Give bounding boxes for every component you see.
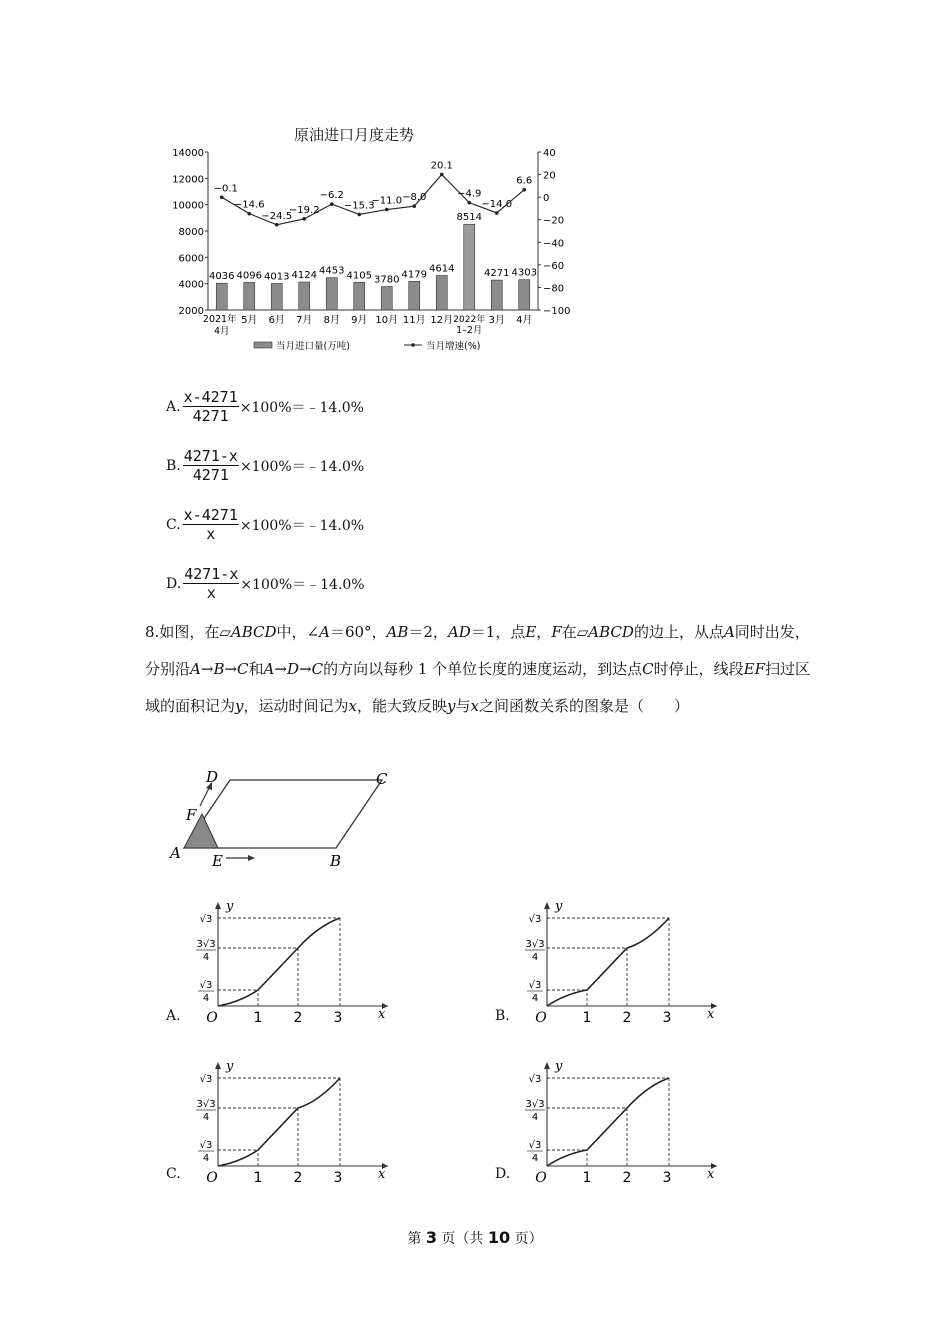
fraction — [183, 506, 239, 543]
numerator: 4271-x — [183, 447, 238, 465]
category-label: 8月 — [323, 315, 340, 326]
growth-point-2 — [275, 223, 279, 227]
text-part: y — [235, 697, 244, 715]
bar-value-label: 4303 — [511, 267, 537, 279]
function-curve — [218, 918, 340, 1006]
growth-value-label: −15.3 — [343, 200, 375, 212]
text-part: AB — [386, 623, 409, 641]
x-tick-3: 3 — [662, 1010, 672, 1024]
numerator: 4271-x — [184, 565, 239, 583]
text-part: ，能大致反映 — [356, 697, 447, 715]
y-axis-label: y — [555, 1059, 563, 1074]
bar-8 — [436, 276, 447, 310]
text-part: 同时出发，分别沿 — [145, 623, 810, 678]
af-arrow — [200, 786, 210, 806]
question-number: 8. — [145, 623, 160, 641]
x-tick-1: 1 — [253, 1010, 263, 1024]
function-curve — [218, 1078, 340, 1166]
option-label: A. — [166, 398, 181, 415]
bar-6 — [381, 287, 392, 310]
text-part: E — [525, 623, 537, 641]
text-part: A — [190, 660, 201, 678]
text-part: F — [551, 623, 562, 641]
chart-container — [160, 118, 580, 358]
growth-value-label: −0.1 — [213, 183, 238, 195]
y-tick-3sqrt3-den: 4 — [202, 952, 210, 963]
category-label: 9月 — [351, 315, 368, 326]
ae-arrowhead — [248, 855, 255, 861]
y-tick-3sqrt3-den: 4 — [531, 952, 539, 963]
graph-option-b — [517, 898, 717, 1024]
question-8 — [145, 614, 817, 725]
y-axis-label: y — [555, 899, 563, 914]
option-a — [166, 388, 364, 425]
bar-0 — [216, 283, 227, 310]
text-part: AD — [447, 623, 471, 641]
numerator: x-4271 — [183, 506, 238, 524]
category-label: 1–2月 — [456, 325, 483, 336]
text-part: 和 — [248, 660, 264, 678]
bar-value-label: 4179 — [401, 269, 427, 281]
left-tick-label: 8000 — [178, 227, 204, 238]
growth-point-10 — [495, 211, 499, 215]
option-label: C. — [166, 516, 181, 533]
y-axis-label: y — [226, 899, 234, 914]
y-tick-sqrt3-4-num: √3 — [528, 1140, 542, 1151]
growth-value-label: −14.0 — [481, 198, 513, 210]
right-tick-label: −20 — [543, 215, 565, 227]
text-part: 在 — [561, 623, 577, 641]
bar-value-label: 4036 — [209, 271, 235, 283]
category-label: 12月 — [430, 315, 454, 326]
growth-point-11 — [522, 188, 526, 192]
option-tail: ×100%＝﹣14.0% — [240, 576, 365, 593]
text-part: ▱ — [576, 623, 589, 641]
bar-value-label: 4614 — [429, 263, 455, 275]
growth-point-3 — [302, 217, 306, 221]
text-part: C — [237, 660, 249, 678]
bar-value-label: 4124 — [291, 270, 317, 282]
x-tick-1: 1 — [582, 1170, 592, 1184]
label-a: A — [170, 844, 181, 862]
option-tail: ×100%＝﹣14.0% — [239, 517, 365, 534]
y-tick-3sqrt3-num: 3√3 — [196, 939, 216, 950]
y-tick-sqrt3-4-num: √3 — [199, 980, 213, 991]
bar-value-label: 4105 — [346, 270, 372, 282]
bar-11 — [519, 280, 530, 310]
y-tick-sqrt3: √3 — [199, 914, 213, 925]
text-part: 扫过区域的面积记为 — [145, 660, 811, 715]
text-part: → — [224, 660, 238, 678]
growth-value-label: −11.0 — [371, 195, 403, 207]
function-curve — [547, 1078, 669, 1166]
text-part: ， — [536, 623, 552, 641]
x-tick-1: 1 — [253, 1170, 263, 1184]
denominator: 4271 — [192, 466, 229, 484]
x-axis-label: x — [707, 1007, 715, 1022]
fraction — [183, 388, 239, 425]
growth-point-9 — [467, 201, 471, 205]
graph-option-a — [188, 898, 388, 1024]
x-tick-2: 2 — [622, 1010, 632, 1024]
option-tail: ×100%＝﹣14.0% — [239, 458, 365, 475]
left-tick-label: 2000 — [178, 306, 204, 317]
x-axis-label: x — [378, 1007, 386, 1022]
denominator: x — [206, 525, 216, 543]
left-tick-label: 6000 — [178, 253, 204, 265]
origin-label: O — [206, 1170, 218, 1184]
origin-label: O — [535, 1010, 547, 1024]
category-label: 4月 — [213, 326, 230, 337]
label-d: D — [206, 768, 219, 786]
y-arrow — [215, 1062, 221, 1069]
oil-import-chart — [160, 118, 580, 358]
text-part: ＝2， — [408, 623, 448, 641]
growth-value-label: −4.9 — [457, 188, 482, 200]
x-tick-1: 1 — [582, 1010, 592, 1024]
legend-line-dot — [411, 343, 415, 347]
category-label: 7月 — [296, 315, 313, 326]
text-part: A — [319, 623, 330, 641]
legend-bar-swatch — [254, 342, 272, 348]
growth-point-7 — [412, 204, 416, 208]
option-label: D. — [166, 575, 182, 592]
bar-value-label: 4453 — [319, 265, 345, 277]
bar-value-label: 4013 — [264, 271, 290, 283]
graph-option-d — [517, 1058, 717, 1184]
left-tick-label: 14000 — [172, 148, 204, 159]
y-tick-sqrt3: √3 — [528, 1074, 542, 1085]
category-label: 4月 — [516, 315, 533, 326]
option-label: B. — [166, 457, 181, 474]
y-tick-sqrt3-4-num: √3 — [199, 1140, 213, 1151]
text-part: ，运动时间记为 — [243, 697, 349, 715]
y-tick-sqrt3-4-den: 4 — [202, 1153, 210, 1164]
growth-value-label: −24.5 — [261, 210, 293, 222]
bar-9 — [464, 224, 475, 310]
text-part: C — [642, 660, 654, 678]
chart-title: 原油进口月度走势 — [294, 126, 415, 144]
bar-5 — [354, 282, 365, 310]
fraction — [183, 565, 239, 602]
function-curve — [547, 918, 669, 1006]
text-part: A — [723, 623, 735, 641]
bar-1 — [244, 282, 255, 310]
label-c: C — [376, 770, 388, 788]
growth-point-8 — [440, 173, 444, 177]
growth-point-1 — [247, 212, 251, 216]
growth-value-label: −14.6 — [233, 199, 265, 211]
right-tick-label: 40 — [543, 148, 556, 159]
text-part: EF — [743, 660, 766, 678]
graph-option-label: A. — [166, 1008, 181, 1024]
y-tick-sqrt3-4-num: √3 — [528, 980, 542, 991]
text-part: ▱ — [219, 623, 231, 641]
origin-label: O — [206, 1010, 218, 1024]
text-part: ABCD — [588, 623, 634, 641]
x-axis-label: x — [378, 1167, 386, 1182]
right-tick-label: −100 — [543, 306, 571, 317]
graph-option-label: C. — [166, 1166, 181, 1182]
left-tick-label: 4000 — [178, 279, 204, 291]
text-part: 中，∠ — [276, 623, 320, 641]
y-tick-sqrt3-4-den: 4 — [202, 993, 210, 1004]
text-part: 之间函数关系的图象是（ ） — [478, 697, 689, 715]
bar-value-label: 8514 — [456, 212, 482, 224]
numerator: x-4271 — [183, 388, 238, 406]
growth-value-label: −6.2 — [319, 190, 344, 202]
y-tick-3sqrt3-den: 4 — [202, 1112, 210, 1123]
text-part: y — [447, 697, 456, 715]
graph-option-label: B. — [495, 1008, 510, 1024]
legend-bar-label: 当月进口量(万吨) — [276, 341, 350, 352]
y-arrow — [544, 1062, 550, 1069]
left-tick-label: 10000 — [172, 200, 204, 212]
y-tick-sqrt3: √3 — [199, 1074, 213, 1085]
growth-value-label: 6.6 — [516, 175, 533, 187]
text-part: ABCD — [230, 623, 277, 641]
category-label: 3月 — [488, 315, 505, 326]
y-tick-sqrt3: √3 — [528, 914, 542, 925]
text-part: C — [311, 660, 324, 678]
category-label: 6月 — [268, 315, 285, 326]
y-axis-label: y — [226, 1059, 234, 1074]
growth-value-label: 20.1 — [430, 160, 453, 172]
y-arrow — [544, 902, 550, 909]
text-part: → — [274, 660, 287, 678]
text-part: ＝1，点 — [470, 623, 526, 641]
growth-point-0 — [220, 195, 224, 199]
y-tick-3sqrt3-num: 3√3 — [525, 939, 545, 950]
text-part: B — [213, 660, 225, 678]
graph-option-c — [188, 1058, 388, 1184]
y-tick-3sqrt3-den: 4 — [531, 1112, 539, 1123]
label-b: B — [330, 852, 342, 870]
question-8-text — [145, 614, 817, 725]
bar-4 — [326, 278, 337, 310]
growth-point-4 — [330, 202, 334, 206]
text-part: 如图，在 — [159, 623, 220, 641]
x-tick-3: 3 — [662, 1170, 672, 1184]
bar-2 — [271, 283, 282, 310]
x-tick-3: 3 — [333, 1170, 343, 1184]
fraction — [183, 447, 239, 484]
text-part: → — [200, 660, 214, 678]
denominator: 4271 — [192, 407, 229, 425]
x-tick-3: 3 — [333, 1010, 343, 1024]
right-tick-label: −60 — [543, 260, 565, 272]
option-d — [166, 565, 365, 602]
growth-point-6 — [385, 208, 389, 212]
bar-value-label: 4271 — [484, 268, 510, 280]
text-part: 的边上，从点 — [633, 623, 724, 641]
page-footer: 第 3 页（共 10 页） — [407, 1228, 543, 1247]
x-tick-2: 2 — [293, 1170, 303, 1184]
bar-value-label: 3780 — [374, 274, 400, 286]
growth-value-label: −8.0 — [402, 192, 427, 204]
text-part: x — [470, 697, 479, 715]
y-tick-3sqrt3-num: 3√3 — [196, 1099, 216, 1110]
page-total: 10 — [487, 1228, 511, 1247]
text-part: 时停止，线段 — [653, 660, 744, 678]
text-part: 与 — [455, 697, 471, 715]
page-number: 3 — [425, 1228, 437, 1247]
bar-value-label: 4096 — [236, 270, 262, 282]
parallelogram-figure — [160, 762, 400, 872]
origin-label: O — [535, 1170, 547, 1184]
label-f: F — [186, 806, 197, 824]
growth-value-label: −19.2 — [288, 204, 320, 216]
graph-option-label: D. — [495, 1166, 511, 1182]
text-part: D — [286, 660, 299, 678]
text-part: A — [263, 660, 275, 678]
y-tick-sqrt3-4-den: 4 — [531, 993, 539, 1004]
y-arrow — [215, 902, 221, 909]
right-tick-label: −40 — [543, 238, 565, 250]
legend-line-label: 当月增速(%) — [426, 341, 481, 352]
text-part: ＝60°， — [329, 623, 387, 641]
text-part: x — [348, 697, 357, 715]
option-tail: ×100%＝﹣14.0% — [239, 399, 364, 416]
category-label: 5月 — [241, 315, 258, 326]
label-e: E — [212, 852, 223, 870]
x-tick-2: 2 — [293, 1010, 303, 1024]
left-tick-label: 12000 — [172, 174, 204, 186]
right-tick-label: 20 — [543, 170, 556, 182]
option-c — [166, 506, 364, 543]
y-tick-sqrt3-4-den: 4 — [531, 1153, 539, 1164]
growth-point-5 — [357, 213, 361, 217]
category-label: 2022年 — [453, 315, 486, 325]
denominator: x — [206, 584, 216, 602]
option-b — [166, 447, 364, 484]
x-axis-label: x — [707, 1167, 715, 1182]
right-tick-label: −80 — [543, 283, 565, 295]
text-part: 的方向以每秒 1 个单位长度的速度运动，到达点 — [323, 660, 643, 678]
text-part: → — [299, 660, 312, 678]
bar-10 — [491, 280, 502, 310]
x-tick-2: 2 — [622, 1170, 632, 1184]
category-label: 2021年 — [202, 314, 237, 325]
y-tick-3sqrt3-num: 3√3 — [525, 1099, 545, 1110]
bar-7 — [409, 281, 420, 310]
category-label: 11月 — [402, 315, 426, 326]
right-tick-label: 0 — [543, 193, 550, 205]
bar-3 — [299, 282, 310, 310]
category-label: 10月 — [375, 315, 399, 326]
